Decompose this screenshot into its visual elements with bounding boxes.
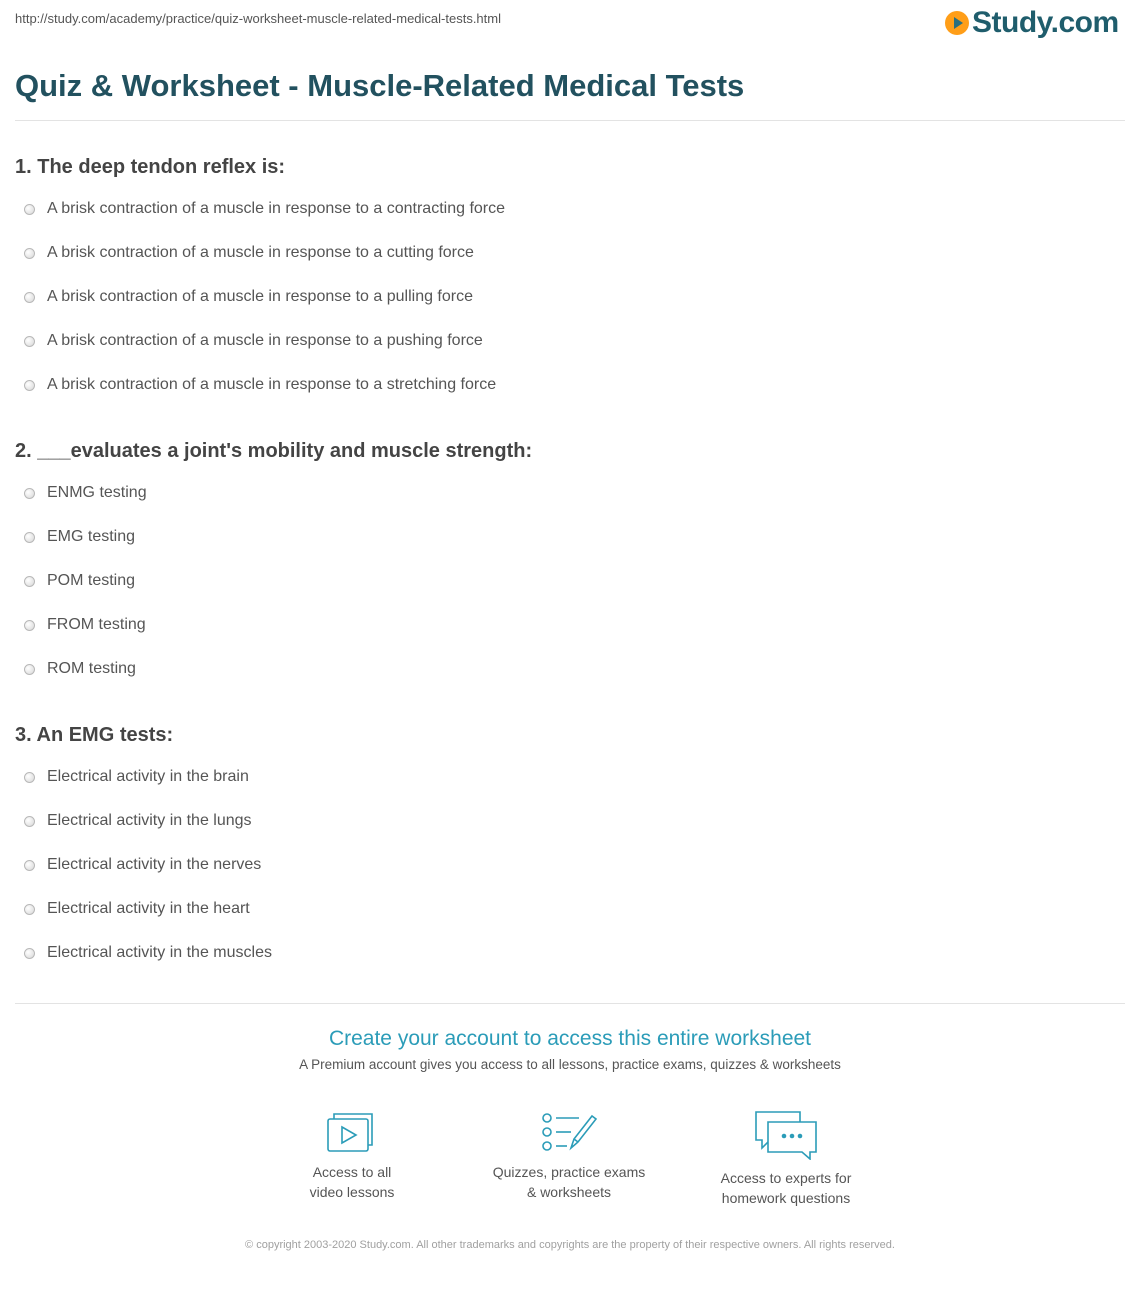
- radio-icon[interactable]: [24, 816, 35, 827]
- answer-option[interactable]: [24, 332, 483, 350]
- radio-icon[interactable]: [24, 904, 35, 915]
- answer-label: A brisk contraction of a muscle in response to a contracting force: [47, 200, 506, 217]
- answer-option[interactable]: [24, 376, 496, 394]
- answer-label: Electrical activity in the muscles: [47, 944, 272, 961]
- answer-label: ENMG testing: [47, 484, 147, 501]
- radio-icon[interactable]: [24, 664, 35, 675]
- cta-subtitle: A Premium account gives you access to all lessons, practice exams, quizzes & worksheets: [299, 1057, 841, 1072]
- answer-label: Electrical activity in the brain: [47, 768, 249, 785]
- radio-icon[interactable]: [24, 336, 35, 347]
- answer-label: FROM testing: [47, 616, 146, 633]
- answer-option[interactable]: [24, 768, 249, 786]
- logo-text: Study.com: [972, 6, 1119, 39]
- radio-icon[interactable]: [24, 620, 35, 631]
- page-url: http://study.com/academy/practice/quiz-worksheet-muscle-related-medical-tests.html: [15, 11, 501, 26]
- answer-option[interactable]: [24, 572, 135, 590]
- answer-option[interactable]: [24, 528, 135, 546]
- answer-label: Electrical activity in the lungs: [47, 812, 252, 829]
- answer-option[interactable]: [24, 484, 147, 502]
- answer-label: EMG testing: [47, 528, 136, 545]
- create-account-link[interactable]: Create your account to access this entire worksheet: [328, 1027, 812, 1050]
- copyright-footer: © copyright 2003-2020 Study.com. All other trademarks and copyrights are the property of their respective owners. All rights reserved.: [245, 1239, 895, 1251]
- page-title: Quiz & Worksheet - Muscle-Related Medical Tests: [15, 68, 745, 103]
- feature-label: Quizzes, practice exams & worksheets: [492, 1164, 646, 1200]
- answer-label: ROM testing: [47, 660, 136, 677]
- radio-icon[interactable]: [24, 204, 35, 215]
- answer-label: A brisk contraction of a muscle in response to a pushing force: [47, 332, 483, 349]
- answer-label: A brisk contraction of a muscle in response to a stretching force: [47, 376, 497, 393]
- feature-label: Access to all video lessons: [309, 1164, 395, 1200]
- answer-option[interactable]: [24, 944, 272, 962]
- answer-label: POM testing: [47, 572, 136, 589]
- radio-icon[interactable]: [24, 576, 35, 587]
- radio-icon[interactable]: [24, 532, 35, 543]
- answer-option[interactable]: [24, 856, 261, 874]
- feature-experts: [686, 1110, 886, 1208]
- feature-video-lessons: [252, 1110, 452, 1202]
- feature-label: Access to experts for homework questions: [720, 1170, 852, 1206]
- answer-label: A brisk contraction of a muscle in response to a pulling force: [47, 288, 473, 305]
- play-logo-icon: [945, 11, 969, 35]
- question-2: 2. ___evaluates a joint's mobility and muscle strength:: [15, 440, 533, 462]
- answer-option[interactable]: [24, 288, 473, 306]
- answer-option[interactable]: [24, 616, 146, 634]
- answer-option[interactable]: [24, 200, 505, 218]
- question-3: 3. An EMG tests:: [15, 724, 174, 746]
- chat-experts-icon: [754, 1110, 818, 1160]
- video-lessons-icon: [326, 1110, 378, 1154]
- radio-icon[interactable]: [24, 772, 35, 783]
- answer-label: Electrical activity in the nerves: [47, 856, 262, 873]
- radio-icon[interactable]: [24, 948, 35, 959]
- radio-icon[interactable]: [24, 860, 35, 871]
- answer-label: A brisk contraction of a muscle in response to a cutting force: [47, 244, 474, 261]
- answer-option[interactable]: [24, 244, 474, 262]
- quiz-checklist-icon: [541, 1110, 597, 1154]
- radio-icon[interactable]: [24, 380, 35, 391]
- radio-icon[interactable]: [24, 488, 35, 499]
- radio-icon[interactable]: [24, 248, 35, 259]
- question-1: 1. The deep tendon reflex is:: [15, 156, 286, 178]
- feature-quizzes: [469, 1110, 669, 1202]
- answer-label: Electrical activity in the heart: [47, 900, 250, 917]
- answer-option[interactable]: [24, 900, 250, 918]
- study-logo[interactable]: [945, 6, 1119, 40]
- cta-divider: [15, 1003, 1125, 1004]
- radio-icon[interactable]: [24, 292, 35, 303]
- answer-option[interactable]: [24, 812, 252, 830]
- title-divider: [15, 120, 1125, 121]
- answer-option[interactable]: [24, 660, 136, 678]
